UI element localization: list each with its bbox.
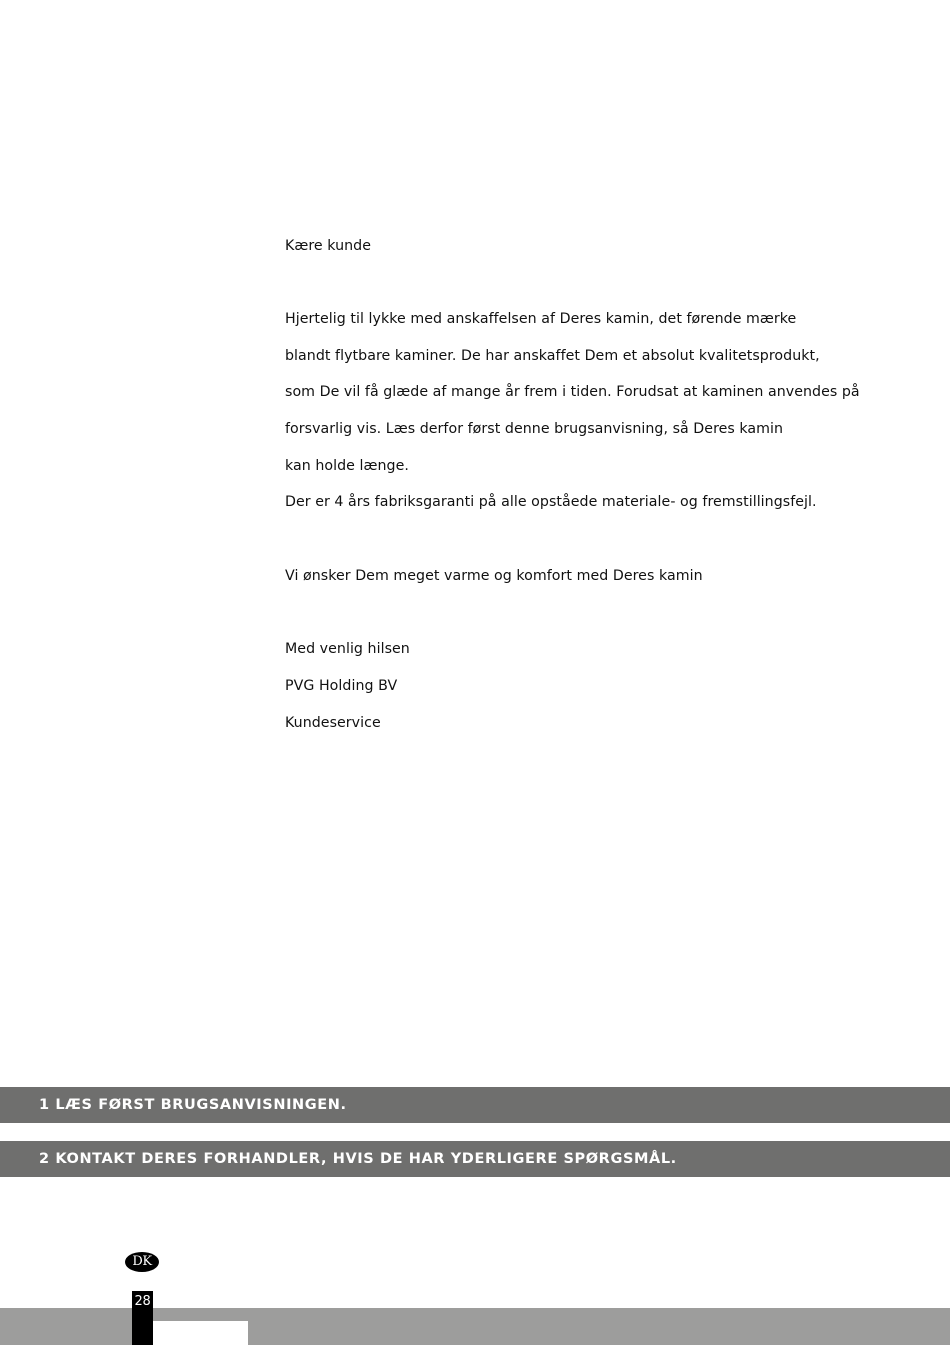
closing: Med venlig hilsen (285, 641, 410, 657)
salutation: Kære kunde (285, 238, 371, 254)
instruction-banner-2: 2 KONTAKT DERES FORHANDLER, HVIS DE HAR YDERLIGERE SPØRGSMÅL. (0, 1141, 950, 1177)
footer-white-block (153, 1321, 248, 1345)
language-badge: DK (125, 1252, 159, 1272)
paragraph-line: forsvarlig vis. Læs derfor først denne brugsanvisning, så Deres kamin (285, 421, 784, 437)
instruction-banner-1: 1 LÆS FØRST BRUGSANVISNINGEN. (0, 1087, 950, 1123)
page-number: 28 (134, 1294, 151, 1309)
paragraph-line: blandt flytbare kaminer. De har anskaffet Dem et absolut kvalitetsprodukt, (285, 348, 820, 364)
wish-line: Vi ønsker Dem meget varme og komfort med Deres kamin (285, 568, 703, 584)
department: Kundeservice (285, 715, 381, 731)
paragraph-line: Hjertelig til lykke med anskaffelsen af Deres kamin, det førende mærke (285, 311, 797, 327)
paragraph-line: som De vil få glæde af mange år frem i tiden. Forudsat at kaminen anvendes på (285, 384, 860, 400)
paragraph-line: kan holde længe. (285, 458, 409, 474)
warranty-line: Der er 4 års fabriksgaranti på alle opståede materiale- og fremstillingsfejl. (285, 494, 817, 510)
company-name: PVG Holding BV (285, 678, 398, 694)
